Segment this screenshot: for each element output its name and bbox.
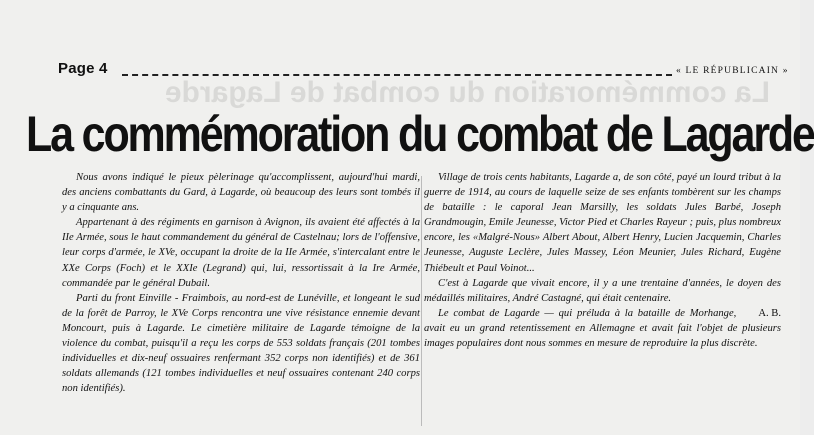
paragraph: Appartenant à des régiments en garnison à Avignon, ils avaient été affectés à la IIe Armée, sous le haut commandement du général de Castelnau; lors de l'offensive, leur corps d'armée, le XVe, occupant la droite de la IIe Armée, s'intercalant entre le XXe Corps (Foch) et le XXIe (Legrand) qui, lui, ressortissait à la Ire Armée, commandée par le général Dubail.: [62, 217, 420, 289]
paragraph-text: Le combat de Lagarde — qui préluda à la bataille de Morhange, avait eu un grand retentissement en Allemagne et avait fait l'objet de plusieurs images populaires dont nous sommes en mesure de reproduire la plus discrète.: [424, 307, 781, 350]
paragraph: Village de trois cents habitants, Lagarde a, de son côté, payé un lourd tribut à la guerre de 1914, au cours de laquelle seize de ses enfants tombèrent sur les champs de bataille : le caporal Jean Marsilly, les soldats Jules Barbé, Joseph Grandmougin, Emile Jeunesse, Victor Pied et Charles Rayeur ; puis, plus nombreux encore, les «Malgré-Nous» Albert About, Albert Henry, Lucien Jacquemin, Charles Jeunesse, Auguste Leclère, Jules Massey, Léon Meunier, Jules Richard, Eugène Thiébeult et Paul Voinot...: [424, 172, 781, 274]
article-column-left: [62, 170, 420, 396]
column-divider: [421, 176, 422, 426]
author-signature: A. B.: [758, 307, 781, 319]
bleed-through-text: La commémoration du combat de Lagarde: [164, 76, 770, 109]
article-column-right: [424, 170, 781, 351]
article-headline: La commémoration du combat de Lagarde: [26, 106, 814, 162]
paragraph: Parti du front Einville - Fraimbois, au nord-est de Lunéville, et longeant le sud de la forêt de Parroy, le XVe Corps rencontra une vive résistance ennemie devant Moncourt, puis à Lagarde. Le cimetière militaire de Lagarde témoigne de la violence du combat, puisqu'il a reçu les corps de 553 soldats français (201 tombes individuelles et dix-neuf ossuaires renfermant 352 corps non identifiés) et de 361 soldats allemands (121 tombes individuelles et neuf ossuaires contenant 240 corps non identifiés).: [62, 292, 420, 395]
paragraph: C'est à Lagarde que vivait encore, il y a une trentaine d'années, le doyen des médaillés militaires, André Castagné, qui était centenaire.: [424, 277, 781, 304]
page-number: Page 4: [58, 60, 108, 77]
header-rule: [122, 74, 672, 76]
paragraph: Nous avons indiqué le pieux pèlerinage qu'accomplissent, aujourd'hui mardi, des anciens combattants du Gard, à Lagarde, où beaucoup des leurs sont tombés il y a cinquante ans.: [62, 172, 420, 214]
paragraph-last: [424, 306, 781, 351]
newspaper-masthead: « LE RÉPUBLICAIN »: [676, 66, 789, 76]
